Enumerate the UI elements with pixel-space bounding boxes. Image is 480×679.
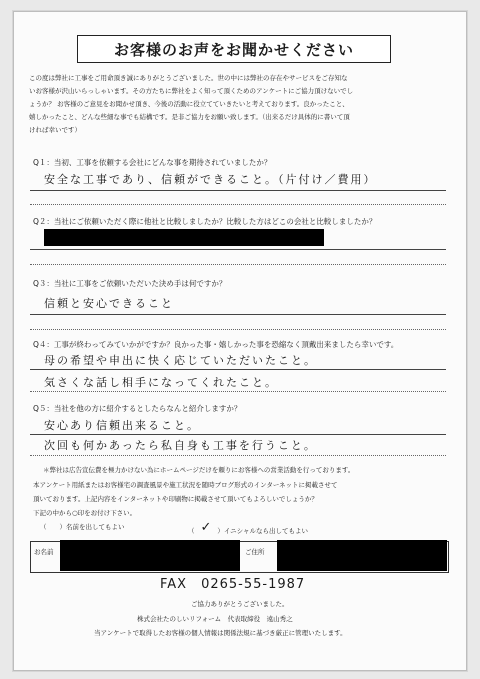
- q5-answer-2: 次回も何かあったら私自身も工事を行うこと。: [44, 439, 317, 452]
- q4-line-1: [30, 369, 446, 370]
- q1-line-1: [30, 190, 446, 191]
- q1-label: Q１：当初、工事を依頼する会社にどんな事を期待されていましたか？: [33, 158, 272, 167]
- q2-line-1: [30, 249, 446, 250]
- name-redaction: [60, 540, 240, 571]
- q3-answer-1: 信頼と安心できること: [44, 297, 174, 310]
- q5-answer-1: 安心あり信頼出来ること。: [44, 419, 200, 432]
- q5-label: Q５：当社を他の方に紹介するとしたらなんと紹介しますか？: [33, 404, 242, 413]
- notice-line-2: 本アンケート用紙またはお客様宅の調査風景や施工状況を随時ブログ形式のインターネットに掲載させて: [33, 481, 338, 489]
- footer-thanks: ご協力ありがとうございました。: [191, 600, 289, 608]
- q1-answer-1: 安全な工事であり、信頼ができること。（片付け／費用）: [44, 173, 377, 186]
- notice-line-3: 頂いております。上記内容をインターネットや印刷物に掲載させて頂いてもよろしいでしょうか？: [33, 495, 318, 503]
- intro-line-5: ければ幸いです）: [29, 126, 81, 134]
- q3-label: Q３：当社に工事をご依頼いただいた決め手は何ですか？: [33, 279, 227, 288]
- q4-answer-1: 母の希望や申出に快く応じていただいたこと。: [44, 354, 317, 367]
- q4-line-2: [30, 391, 446, 392]
- notice-line-4: 下記の中から○印をお付け下さい。: [33, 509, 137, 517]
- footer-privacy: 当アンケートで取得したお客様の個人情報は関係法規に基づき厳正に管理いたします。: [94, 629, 347, 637]
- footer-company: 株式会社たのしいリフォーム 代表取締役 遠山秀之: [137, 615, 293, 623]
- survey-title: [77, 35, 391, 63]
- name-label: お名前: [34, 548, 54, 556]
- q5-line-2: [30, 455, 446, 456]
- q5-line-1: [30, 434, 446, 435]
- option-name-ok[interactable]: （ ）名前を出してもよい: [40, 523, 125, 531]
- checkmark-icon: ✓: [200, 520, 212, 535]
- intro-line-1: この度は弊社に工事をご用命頂き誠にありがとうございました。世の中には弊社の存在やサービスをご存知な: [29, 74, 348, 82]
- q4-answer-2: 気さくな話し相手になってくれたこと。: [44, 376, 278, 389]
- fax-number: FAX 0265-55-1987: [160, 577, 306, 592]
- q3-line-2: [30, 329, 446, 330]
- intro-line-3: ょうか？ お客様のご意見をお聞かせ頂き、今後の活動に役立てていきたいと考えております。良かったこと、: [29, 100, 349, 108]
- q1-line-2: [30, 204, 446, 205]
- q2-answer-redaction: [44, 229, 324, 246]
- q3-line-1: [30, 314, 446, 315]
- survey-title-text: お客様のお声をお聞かせください: [113, 40, 354, 59]
- option-initials-open: （: [188, 527, 195, 535]
- option-initials-label: ）イニシャルなら出してもよい: [217, 527, 309, 535]
- notice-line-1: ＊弊社は広告宣伝費を極力かけない為にホームページだけを頼りにお客様への営業活動を行っております。: [43, 466, 355, 474]
- q2-label: Q２：当社にご依頼いただく際に他社と比較しましたか？比較した方はどこの会社と比較しましたか？: [33, 217, 377, 226]
- intro-line-4: 嬉しかったこと、どんな些細な事でも結構です。是非ご協力をお願い致します。（出来るだけ具体的に書いて頂: [29, 113, 350, 121]
- address-label: ご住所: [245, 548, 265, 556]
- address-redaction: [277, 540, 447, 571]
- intro-line-2: いお客様が沢山いらっしゃいます。その方たちに弊社をよく知って頂くためのアンケートにご協力頂けないでし: [29, 87, 354, 95]
- q4-label: Q４：工事が終わってみていかがですか？良かった事・嬉しかった事を恐縮なく頂戴出来ましたら幸いです。: [33, 340, 399, 349]
- q2-line-2: [30, 264, 446, 265]
- option-initials-ok[interactable]: [188, 522, 308, 537]
